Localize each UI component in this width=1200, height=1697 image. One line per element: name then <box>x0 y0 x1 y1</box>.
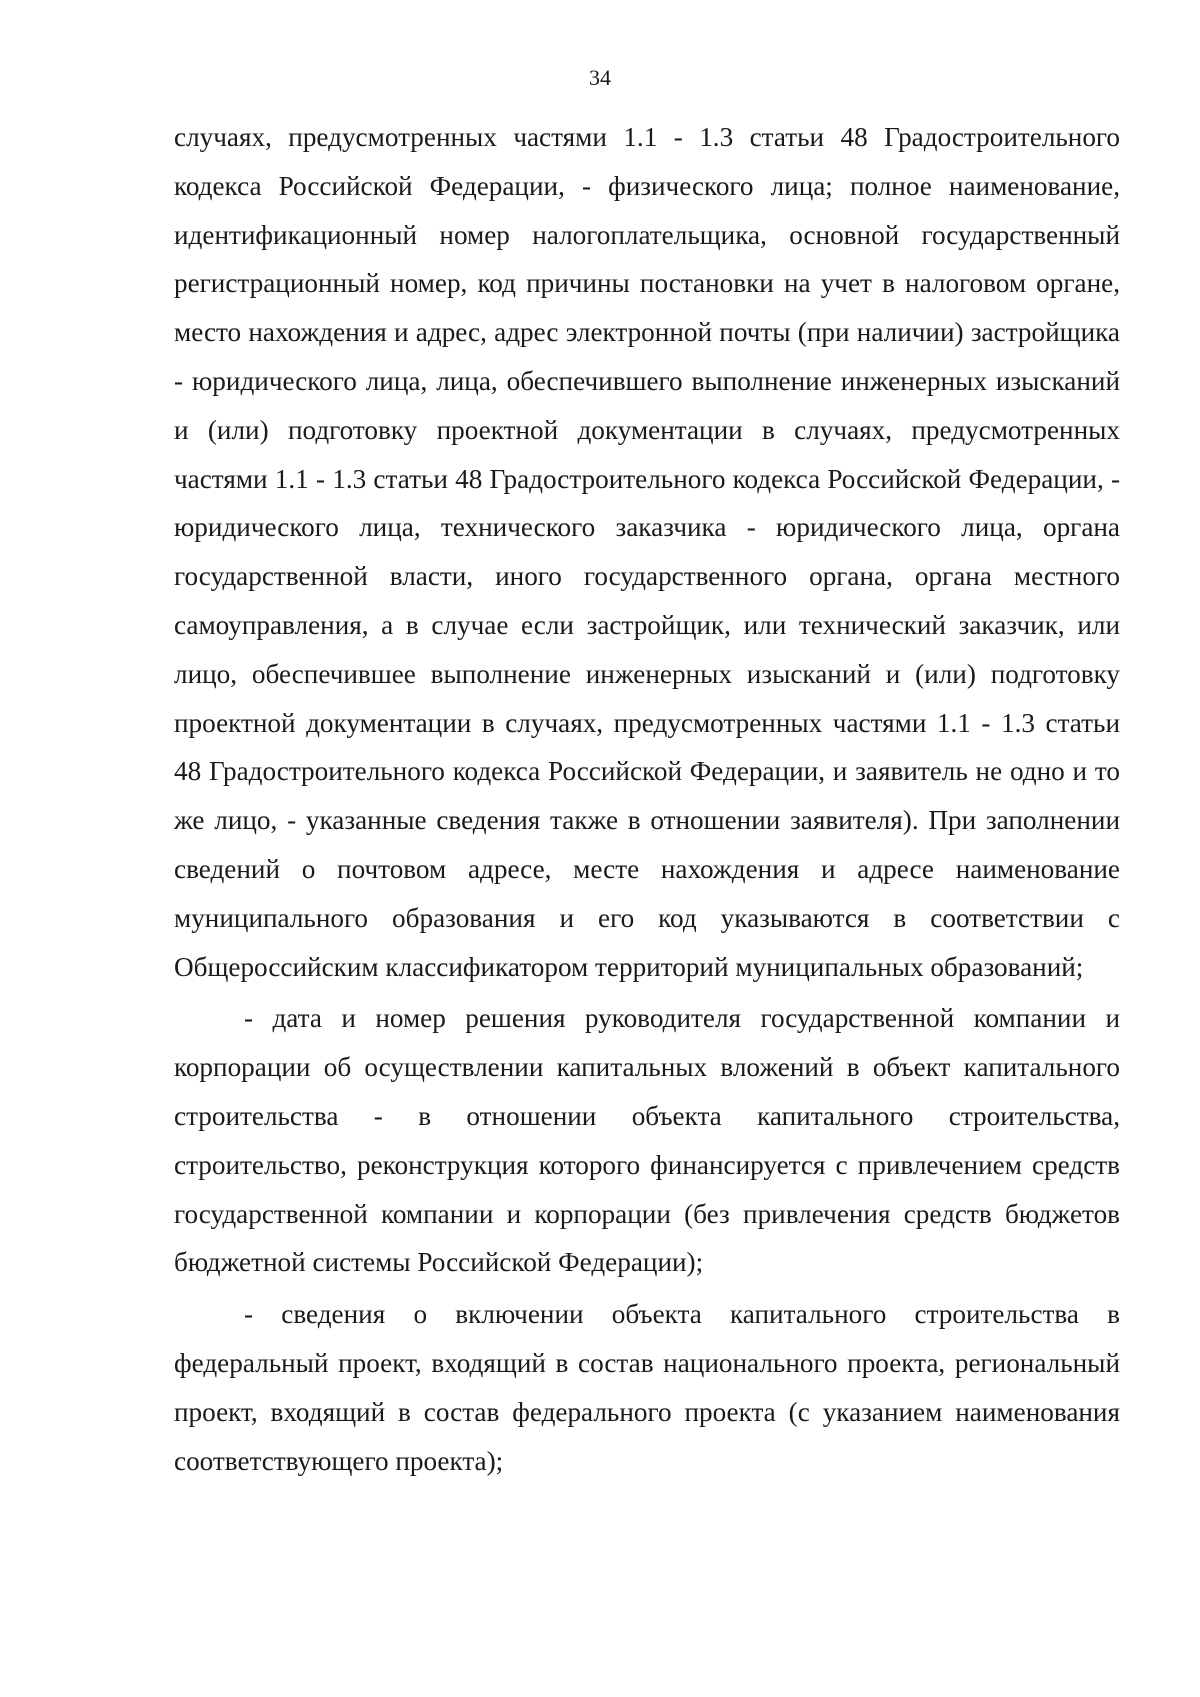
document-body <box>174 113 1120 1485</box>
paragraph-project-inclusion: - сведения о включении объекта капитального строительства в федеральный проект, входящий в состав национального проекта, региональный проект, входящий в состав федерального проекта (с указанием наименования соответствующего проекта); <box>174 1299 1120 1476</box>
paragraph-decision-date: - дата и номер решения руководителя государственной компании и корпорации об осуществлении капитальных вложений в объект капитального строительства - в отношении объекта капитального строительства, строительство, реконструкция которого финансируется с привлечением средств государственной компании и корпорации (без привлечения средств бюджетов бюджетной системы Российской Федерации); <box>174 1003 1120 1278</box>
page-number: 34 <box>589 65 611 90</box>
paragraph-continuation: случаях, предусмотренных частями 1.1 - 1.3 статьи 48 Градостроительного кодекса Российской Федерации, - физического лица; полное наименование, идентификационный номер налогоплательщика, основной государственный регистрационный номер, код причины постановки на учет в налоговом органе, место нахождения и адрес, адрес электронной почты (при наличии) застройщика - юридического лица, лица, обеспечившего выполнение инженерных изысканий и (или) подготовку проектной документации в случаях, предусмотренных частями 1.1 - 1.3 статьи 48 Градостроительного кодекса Российской Федерации, - юридического лица, технического заказчика - юридического лица, органа государственной власти, иного государственного органа, органа местного самоуправления, а в случае если застройщик, или технический заказчик, или лицо, обеспечившее выполнение инженерных изысканий и (или) подготовку проектной документации в случаях, предусмотренных частями 1.1 - 1.3 статьи 48 Градостроительного кодекса Российской Федерации, и заявитель не одно и то же лицо, - указанные сведения также в отношении заявителя). При заполнении сведений о почтовом адресе, месте нахождения и адресе наименование муниципального образования и его код указываются в соответствии с Общероссийским классификатором территорий муниципальных образований; <box>174 122 1120 982</box>
